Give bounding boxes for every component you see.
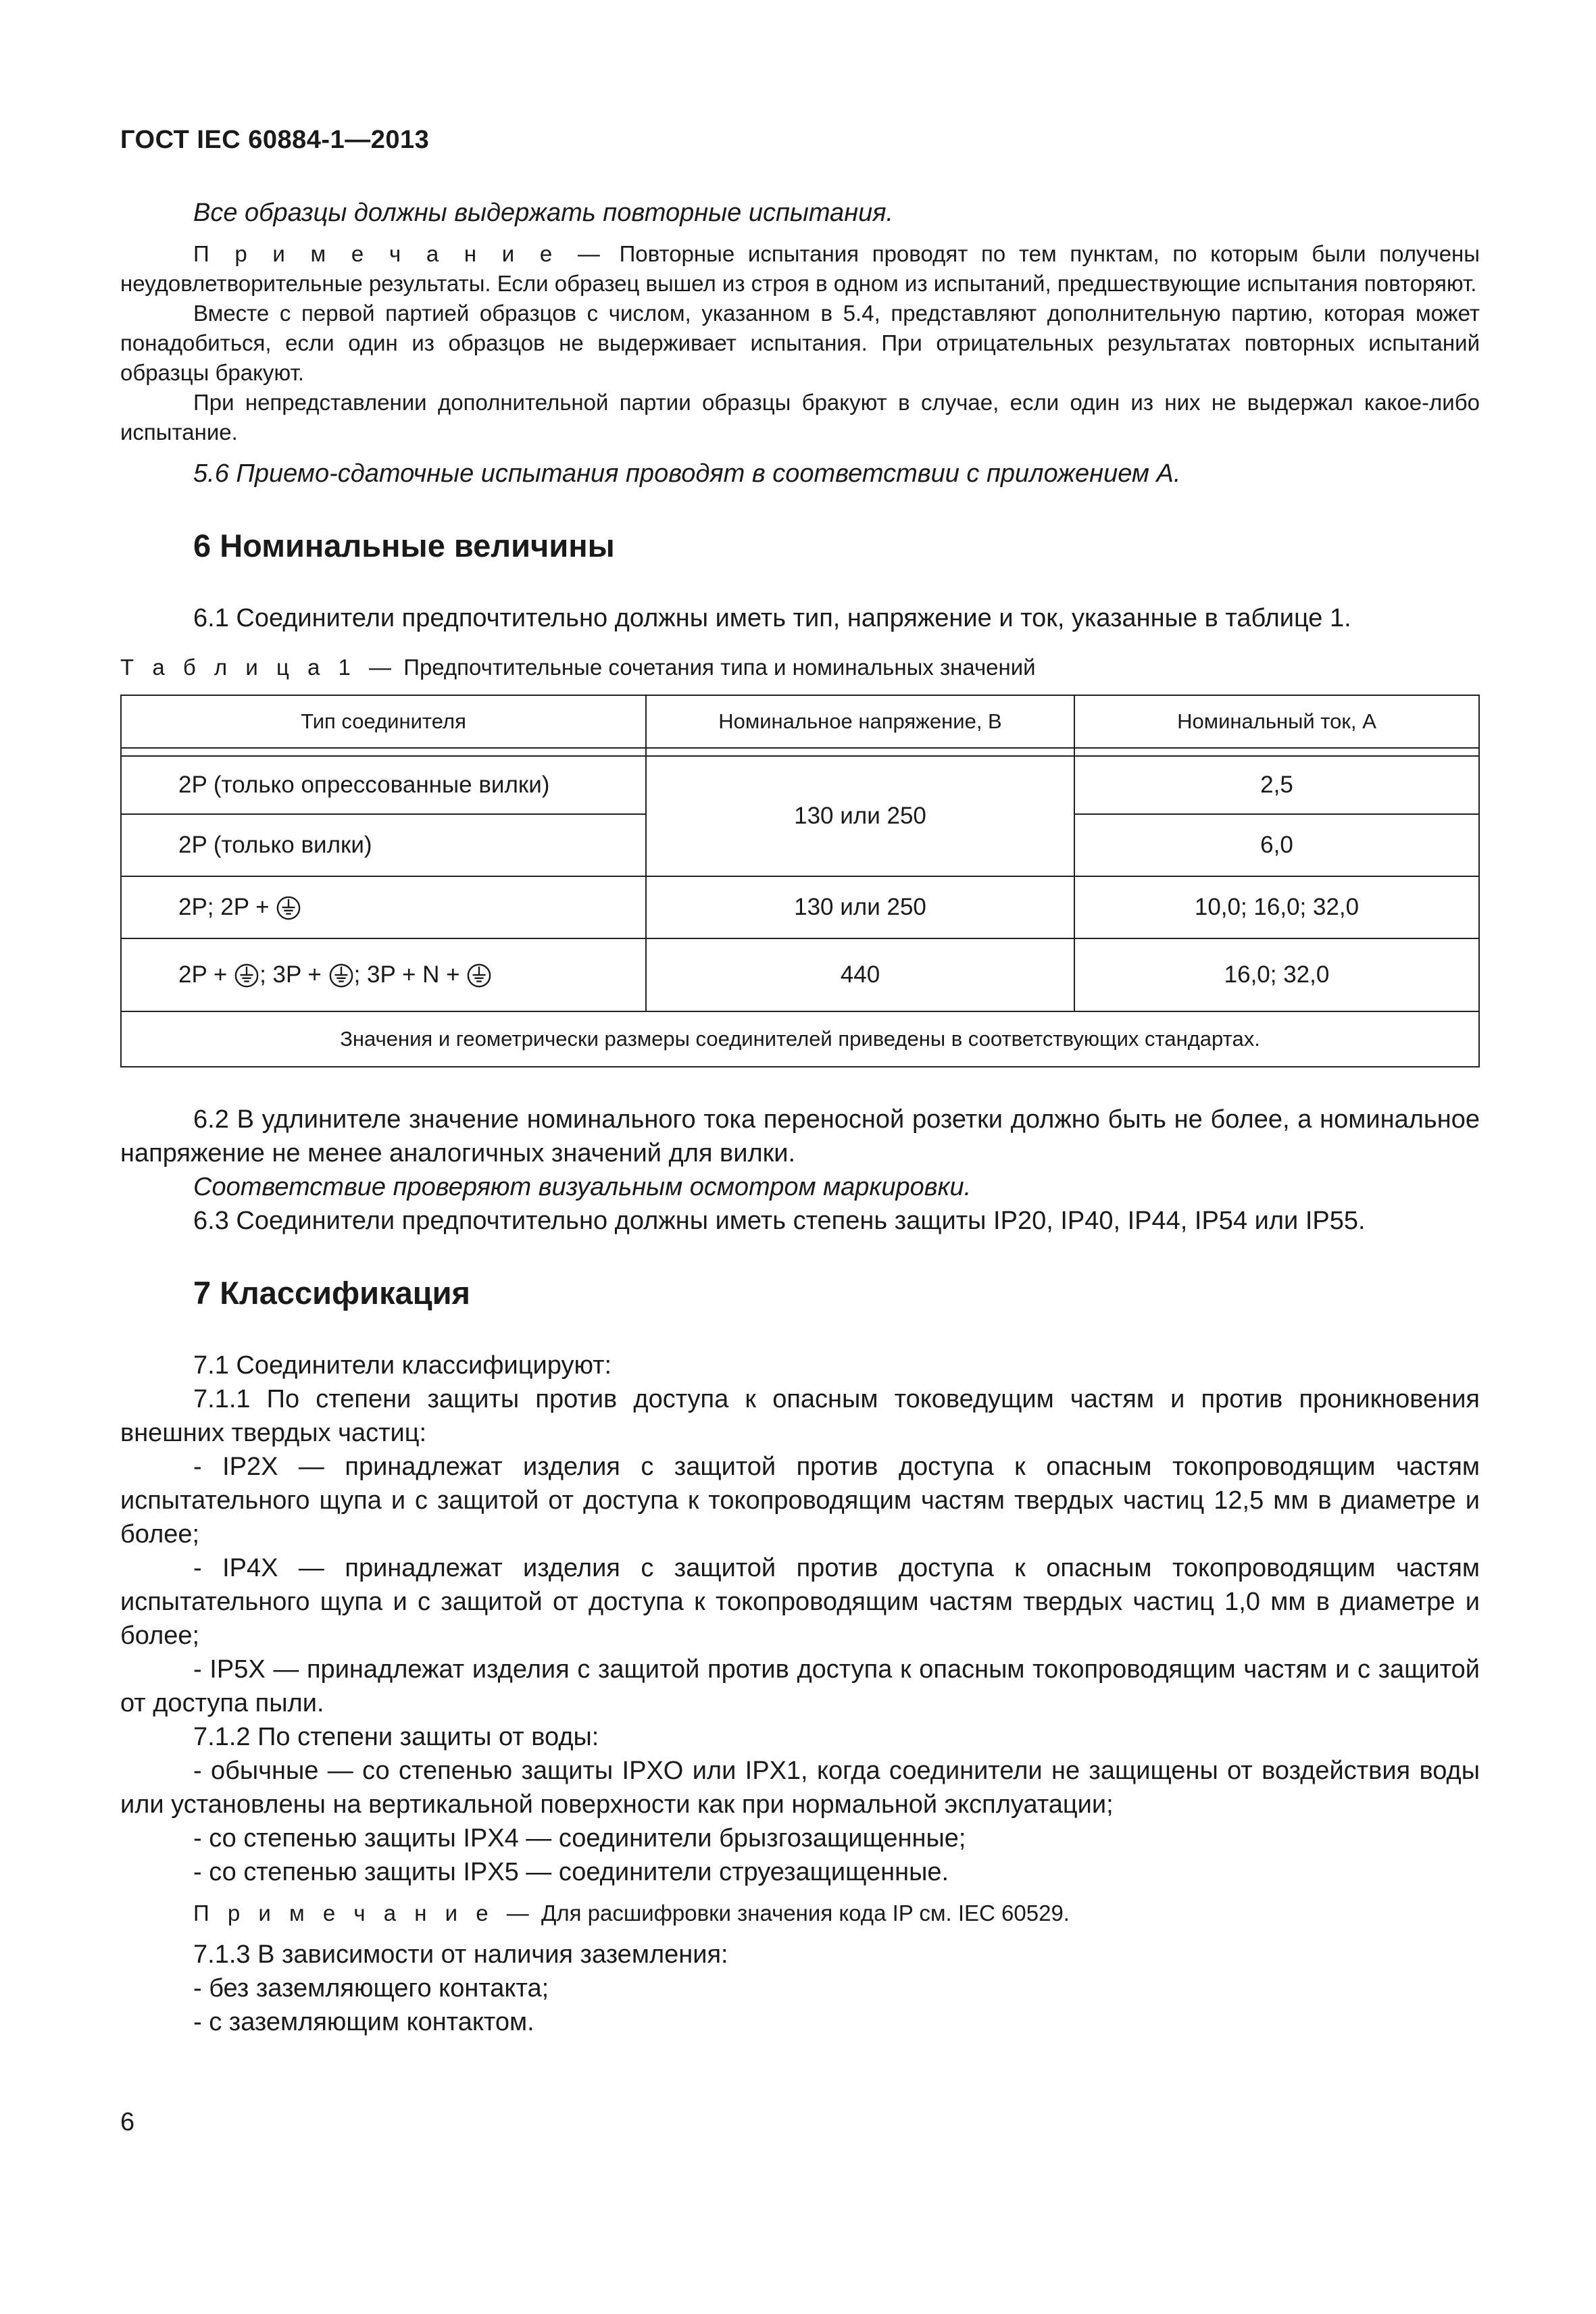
row1-current: 2,5 bbox=[1074, 756, 1479, 814]
section-6-title: 6 Номинальные величины bbox=[193, 528, 615, 563]
table-footnote: Значения и геометрически размеры соединителей приведены в соответствующих стандартах. bbox=[121, 1011, 1479, 1067]
row4-type-c: ; 3P + N + bbox=[353, 961, 460, 988]
row3-type bbox=[121, 876, 646, 938]
earth-ground-icon bbox=[234, 963, 259, 988]
row2-type: 2P (только вилки) bbox=[121, 814, 646, 876]
clause-6-1: 6.1 Соединители предпочтительно должны иметь тип, напряжение и ток, указанные в таблице 1. bbox=[193, 604, 1351, 632]
table-caption-label: Т а б л и ц а 1 — bbox=[120, 655, 398, 680]
row4-type bbox=[121, 938, 646, 1011]
earth-ground-icon bbox=[466, 963, 492, 988]
earth-ground-icon bbox=[276, 895, 301, 921]
item-ipx5: - со степенью защиты IPX5 — соединители струезащищенные. bbox=[193, 1858, 949, 1886]
table-row bbox=[121, 756, 1479, 814]
item-no-ground: - без заземляющего контакта; bbox=[193, 1974, 549, 2003]
document-code: ГОСТ IEC 60884-1—2013 bbox=[120, 126, 430, 154]
note-text: Для расшифровки значения кода IP см. IEC 60529. bbox=[534, 1901, 1070, 1926]
header-rated-current: Номинальный ток, А bbox=[1074, 695, 1479, 748]
row4-type-b: ; 3P + bbox=[259, 961, 322, 988]
intro-paragraph-3: При непредставлении дополнительной партии образцы бракуют в случае, если один из них не выдержал какое-либо испытание. bbox=[120, 390, 1480, 445]
clause-7-1: 7.1 Соединители классифицируют: bbox=[193, 1351, 612, 1380]
row4-type-a: 2P + bbox=[178, 961, 228, 988]
row3-type-text: 2P; 2P + bbox=[178, 893, 270, 920]
row4-voltage: 440 bbox=[646, 938, 1074, 1011]
header-rated-voltage: Номинальное напряжение, В bbox=[646, 695, 1074, 748]
item-ip4x: - IP4X — принадлежат изделия с защитой против доступа к опасным токопроводящим частям испытательного щупа и с защитой от доступа к токопроводящим частям твердых частиц 1,0 мм в диаметре и более; bbox=[120, 1554, 1480, 1650]
row2-current: 6,0 bbox=[1074, 814, 1479, 876]
item-ip5x: - IP5X — принадлежат изделия с защитой против доступа к опасным токопроводящим частям и с защитой от доступа пыли. bbox=[120, 1655, 1480, 1717]
row1-type: 2P (только опрессованные вилки) bbox=[121, 756, 646, 814]
header-connector-type: Тип соединителя bbox=[121, 695, 646, 748]
earth-ground-icon bbox=[328, 963, 354, 988]
note-label: П р и м е ч а н и е — bbox=[193, 241, 606, 266]
note-text: Повторные испытания проводят по тем пунктам, по которым были получены неудовлетворительные результаты. Если образец вышел из строя в одном из испытаний, предшествующие испытания повторяют. bbox=[120, 241, 1480, 296]
clause-7-1-1: 7.1.1 По степени защиты против доступа к опасным токоведущим частям и против проникновения внешних твердых частиц: bbox=[120, 1385, 1480, 1447]
item-ip2x: - IP2X — принадлежат изделия с защитой против доступа к опасным токопроводящим частям испытательного щупа и с защитой от доступа к токопроводящим частям твердых частиц 12,5 мм в диаметре и более; bbox=[120, 1453, 1480, 1549]
table-caption-text: Предпочтительные сочетания типа и номинальных значений bbox=[397, 655, 1036, 680]
clause-7-1-2: 7.1.2 По степени защиты от воды: bbox=[193, 1723, 599, 1751]
item-ipx4: - со степенью защиты IPX4 — соединители брызгозащищенные; bbox=[193, 1824, 966, 1853]
page-number: 6 bbox=[120, 2108, 135, 2136]
header-separator bbox=[121, 748, 1479, 756]
row3-current: 10,0; 16,0; 32,0 bbox=[1074, 876, 1479, 938]
row4-current: 16,0; 32,0 bbox=[1074, 938, 1479, 1011]
clause-6-2: 6.2 В удлинителе значение номинального тока переносной розетки должно быть не более, а номинальное напряжение не менее аналогичных значений для вилки. bbox=[120, 1105, 1480, 1167]
clause-5-6: 5.6 Приемо-сдаточные испытания проводят в соответствии с приложением А. bbox=[193, 459, 1181, 488]
intro-line: Все образцы должны выдержать повторные испытания. bbox=[193, 199, 894, 227]
intro-paragraph-2: Вместе с первой партией образцов с числом, указанном в 5.4, представляют дополнительную партию, которая может понадобиться, если один из образцов не выдерживает испытания. При отрицательных результатах повторных испытаний образцы бракуют. bbox=[120, 301, 1480, 385]
section-7-title: 7 Классификация bbox=[193, 1275, 470, 1311]
item-with-ground: - с заземляющим контактом. bbox=[193, 2008, 534, 2036]
table-footnote-row bbox=[121, 1011, 1479, 1067]
clause-6-2-check: Соответствие проверяют визуальным осмотром маркировки. bbox=[193, 1173, 972, 1201]
section-7-note bbox=[120, 1898, 1480, 1928]
item-ordinary: - обычные — со степенью защиты IPXO или IPX1, когда соединители не защищены от воздействия воды или установлены на вертикальной поверхности как при нормальной эксплуатации; bbox=[120, 1757, 1480, 1819]
clause-6-3: 6.3 Соединители предпочтительно должны иметь степень защиты IP20, IP40, IP44, IP54 или IP55. bbox=[193, 1207, 1366, 1235]
table-header-row bbox=[121, 695, 1479, 748]
intro-note bbox=[120, 239, 1480, 299]
note-label: П р и м е ч а н и е — bbox=[193, 1901, 535, 1926]
row12-voltage: 130 или 250 bbox=[646, 756, 1074, 876]
table-row bbox=[121, 938, 1479, 1011]
row3-voltage: 130 или 250 bbox=[646, 876, 1074, 938]
table-caption bbox=[120, 653, 1480, 682]
clause-7-1-3: 7.1.3 В зависимости от наличия заземления: bbox=[193, 1940, 728, 1969]
table-row bbox=[121, 876, 1479, 938]
table-1 bbox=[120, 695, 1480, 1067]
page-content bbox=[120, 196, 1480, 2039]
